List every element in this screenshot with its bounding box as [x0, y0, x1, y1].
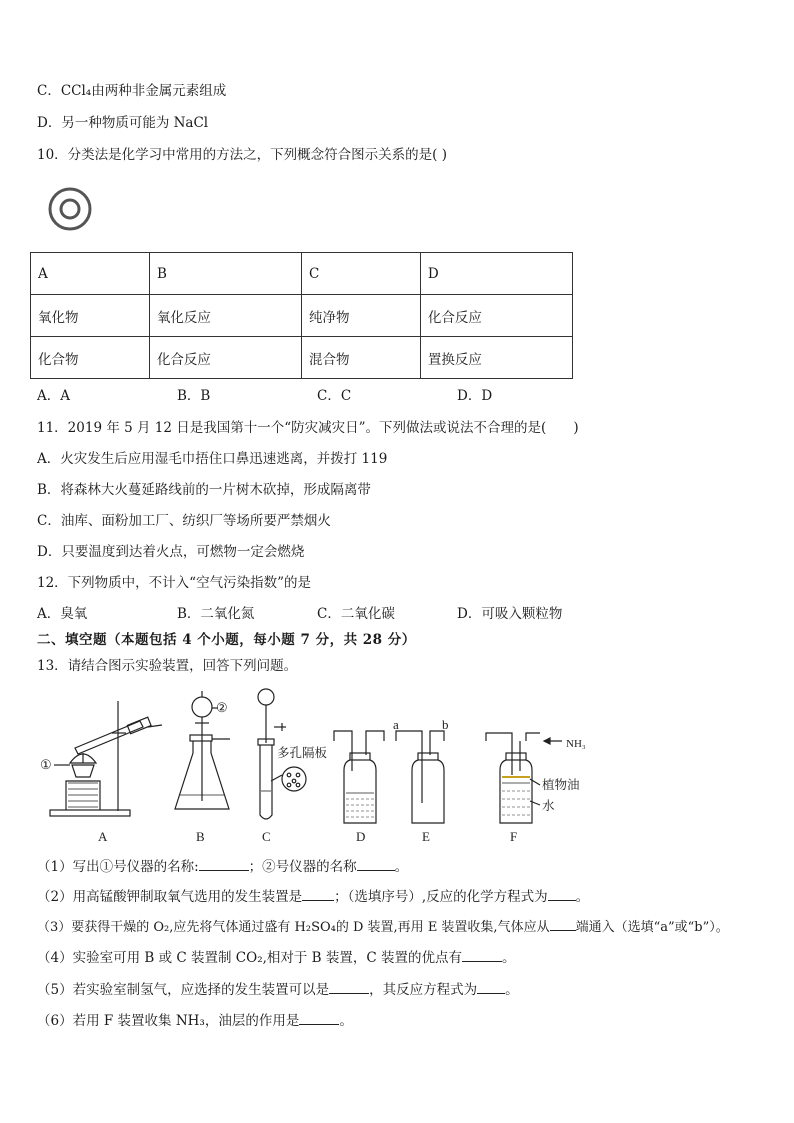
- table-cell: B: [149, 253, 301, 295]
- part-3-text-a: （3）要获得干燥的 O₂,应先将气体通过盛有 H₂SO₄的 D 装置,再用 E 装置收集,气体应从: [37, 920, 550, 935]
- part-6-text-b: 。: [339, 1013, 353, 1029]
- answer-blank[interactable]: [329, 980, 369, 994]
- label-a: A: [98, 829, 108, 844]
- table-cell: 化合反应: [420, 295, 572, 337]
- option-a: A．臭氧: [37, 606, 88, 622]
- part-4-text-a: （4）实验室可用 B 或 C 装置制 CO₂,相对于 B 装置，C 装置的优点有: [37, 950, 463, 966]
- q13-part-1: [37, 857, 408, 876]
- answer-blank[interactable]: [302, 887, 334, 901]
- water-label: 水: [542, 799, 555, 813]
- option-d: D．可吸入颗粒物: [457, 606, 563, 622]
- part-2-text-b: ；（选填序号）,反应的化学方程式为: [334, 889, 548, 905]
- option-a: A．A: [37, 388, 70, 404]
- nh3-label: NH₃: [566, 738, 586, 750]
- part-1-text-b: ；②号仪器的名称: [248, 859, 357, 875]
- q11-option-a: A．火灾发生后应用湿毛巾捂住口鼻迅速逃离，并拨打 119: [37, 451, 388, 467]
- q10-stem: 10．分类法是化学习中常用的方法之，下列概念符合图示关系的是( ): [37, 147, 448, 163]
- q10-concept-table: [30, 252, 573, 379]
- table-cell: 混合物: [301, 337, 420, 379]
- answer-blank[interactable]: [299, 1011, 339, 1025]
- option-b: B．B: [177, 388, 211, 404]
- q13-stem: 13．请结合图示实验装置，回答下列问题。: [37, 658, 298, 674]
- q11-option-c: C．油库、面粉加工厂、纺织厂等场所要严禁烟火: [37, 513, 331, 529]
- part-4-text-b: 。: [502, 950, 516, 966]
- q13-part-5: [37, 980, 519, 999]
- apparatus-b: [175, 691, 230, 844]
- table-cell: D: [420, 253, 572, 295]
- label-e: E: [422, 829, 430, 844]
- answer-blank[interactable]: [550, 917, 576, 931]
- table-cell: 纯净物: [301, 295, 420, 337]
- apparatus-c: [258, 689, 328, 844]
- q13-part-2: [37, 887, 589, 906]
- marker-1-label: ①: [40, 757, 52, 772]
- section-heading: 二、填空题（本题包括 4 个小题，每小题 7 分，共 28 分）: [37, 632, 416, 648]
- q11-option-d: D．只要温度到达着火点，可燃物一定会燃烧: [37, 544, 305, 560]
- apparatus-a: [40, 701, 162, 844]
- port-b-label: b: [442, 717, 449, 732]
- part-2-text-a: （2）用高锰酸钾制取氧气选用的发生装置是: [37, 889, 303, 905]
- q13-part-6: [37, 1011, 353, 1030]
- q10-options: [37, 387, 492, 405]
- porous-plate-label: 多孔隔板: [277, 746, 328, 760]
- q9-option-c: C．CCl₄由两种非金属元素组成: [37, 83, 227, 99]
- label-c: C: [262, 829, 271, 844]
- q11-option-b: B．将森林大火蔓延路线前的一片树木砍掉，形成隔离带: [37, 482, 371, 498]
- port-a-label: a: [393, 717, 399, 732]
- answer-blank[interactable]: [357, 857, 395, 871]
- table-cell: 氧化物: [31, 295, 150, 337]
- part-5-text-c: 。: [505, 982, 519, 998]
- part-1-text-c: 。: [394, 859, 409, 875]
- q12-stem: 12．下列物质中，不计入“空气污染指数”的是: [37, 575, 311, 591]
- table-cell: 氧化反应: [149, 295, 301, 337]
- part-3-text-b: 端通入（选填“a”或“b”）。: [575, 920, 729, 935]
- table-cell: C: [301, 253, 420, 295]
- concentric-circles-figure: [47, 186, 93, 232]
- part-5-text-b: ，其反应方程式为: [369, 982, 478, 998]
- lab-apparatus-figure: [30, 683, 590, 848]
- veg-oil-label: 植物油: [542, 778, 580, 792]
- marker-2-label: ②: [216, 700, 228, 715]
- answer-blank[interactable]: [462, 948, 502, 962]
- part-2-text-c: 。: [575, 889, 590, 905]
- table-row: [31, 337, 573, 379]
- table-cell: 置换反应: [420, 337, 572, 379]
- table-row: [31, 295, 573, 337]
- label-d: D: [356, 829, 366, 844]
- answer-blank[interactable]: [477, 980, 505, 994]
- q11-stem: 11．2019 年 5 月 12 日是我国第十一个“防灾减灾日”。下列做法或说法不合理的是( ): [37, 420, 579, 436]
- table-row: [31, 253, 573, 295]
- label-b: B: [196, 829, 205, 844]
- q12-options: [37, 605, 562, 623]
- apparatus-f: [486, 733, 586, 844]
- table-cell: A: [31, 253, 150, 295]
- option-b: B．二氧化氮: [177, 606, 255, 622]
- q13-part-3: [37, 917, 729, 937]
- q9-option-d: D．另一种物质可能为 NaCl: [37, 115, 209, 131]
- part-1-text-a: （1）写出①号仪器的名称:: [37, 859, 199, 875]
- apparatus-e: [393, 717, 449, 844]
- part-6-text-a: （6）若用 F 装置收集 NH₃，油层的作用是: [37, 1013, 300, 1029]
- q13-part-4: [37, 948, 516, 967]
- table-cell: 化合反应: [149, 337, 301, 379]
- option-c: C．二氧化碳: [317, 606, 395, 622]
- apparatus-d: [334, 731, 384, 844]
- part-5-text-a: （5）若实验室制氢气，应选择的发生装置可以是: [37, 982, 330, 998]
- answer-blank[interactable]: [199, 857, 249, 871]
- table-cell: 化合物: [31, 337, 150, 379]
- answer-blank[interactable]: [548, 887, 576, 901]
- option-d: D．D: [457, 388, 493, 404]
- option-c: C．C: [317, 388, 352, 404]
- label-f: F: [510, 829, 518, 844]
